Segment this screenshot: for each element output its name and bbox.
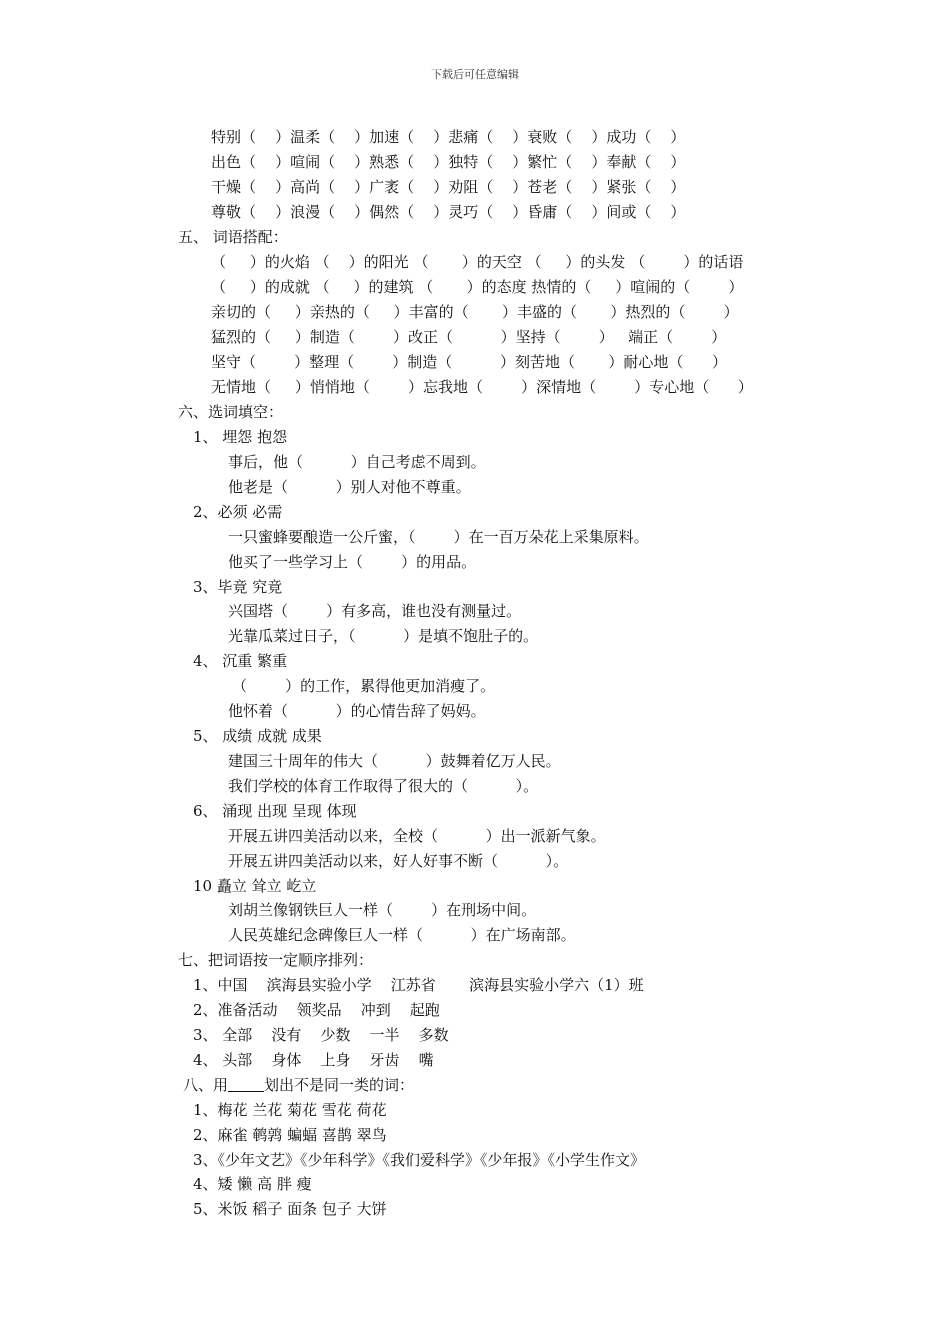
text-line: 兴国塔（ ）有多高，谁也没有测量过。: [228, 602, 522, 620]
text-line: 建国三十周年的伟大（ ）鼓舞着亿万人民。: [228, 752, 561, 770]
text-line: 2、准备活动 领奖品 冲到 起跑: [193, 1001, 440, 1019]
question-title: 2、必须 必需: [193, 503, 283, 521]
text-line: 2、麻雀 鹌鹑 蝙蝠 喜鹊 翠鸟: [193, 1126, 387, 1144]
text-line: （ ）的成就 （ ）的建筑 （ ）的态度 热情的（ ）喧闹的（ ）: [211, 278, 744, 296]
question-title: 6、 涌现 出现 呈现 体现: [193, 802, 357, 820]
text-line: （ ）的火焰 （ ）的阳光 （ ）的天空 （ ）的头发 （ ）的话语: [211, 253, 744, 271]
page-header: 下载后可任意编辑: [431, 68, 519, 81]
text-line: 干燥（ ）高尚（ ）广袤（ ）劝阻（ ）苍老（ ）紧张（ ）: [211, 178, 686, 196]
section-heading: 六、选词填空：: [178, 403, 284, 421]
text-line: 特别（ ）温柔（ ）加速（ ）悲痛（ ）衰败（ ）成功（ ）: [211, 128, 686, 146]
text-line: 4、 头部 身体 上身 牙齿 嘴: [193, 1051, 434, 1069]
text-line: 他怀着（ ）的心情告辞了妈妈。: [228, 702, 486, 720]
text-line: 4、矮 懒 高 胖 瘦: [193, 1175, 312, 1193]
text-line: 亲切的（ ）亲热的（ ）丰富的（ ）丰盛的（ ）热烈的（ ）: [211, 303, 739, 321]
text-line: 坚守（ ）整理（ ）制造（ ）刻苦地（ ）耐心地（ ）: [211, 353, 727, 371]
text-line: 开展五讲四美活动以来，好人好事不断（ ）。: [228, 852, 569, 870]
question-title: 4、 沉重 繁重: [193, 652, 288, 670]
underline-blank: [228, 1077, 264, 1092]
section-heading: 七、把词语按一定顺序排列：: [178, 951, 374, 969]
text-line: 5、米饭 稻子 面条 包子 大饼: [193, 1200, 387, 1218]
text-line: 我们学校的体育工作取得了很大的（ ）。: [228, 777, 539, 795]
question-title: 5、 成绩 成就 成果: [193, 727, 322, 745]
question-title: 1、 埋怨 抱怨: [193, 428, 288, 446]
text-line: 1、中国 滨海县实验小学 江苏省 滨海县实验小学六（1）班: [193, 976, 644, 994]
text-line: 出色（ ）喧闹（ ）熟悉（ ）独特（ ）繁忙（ ）奉献（ ）: [211, 153, 686, 171]
text-line: 1、梅花 兰花 菊花 雪花 荷花: [193, 1101, 387, 1119]
text-line: 人民英雄纪念碑像巨人一样（ ）在广场南部。: [228, 926, 576, 944]
question-title: 10 矗立 耸立 屹立: [193, 877, 317, 895]
section-heading: 五、 词语搭配：: [178, 228, 288, 246]
text-line: 尊敬（ ）浪漫（ ）偶然（ ）灵巧（ ）昏庸（ ）间或（ ）: [211, 203, 686, 221]
question-title: 3、毕竟 究竟: [193, 578, 283, 596]
text-line: 刘胡兰像钢铁巨人一样（ ）在刑场中间。: [228, 901, 537, 919]
text-line: 他老是（ ）别人对他不尊重。: [228, 478, 471, 496]
text-line: 他买了一些学习上（ ）的用品。: [228, 553, 477, 571]
text-line: 3、 全部 没有 少数 一半 多数: [193, 1026, 449, 1044]
text-line: （ ）的工作，累得他更加消瘦了。: [232, 677, 496, 695]
text-line: 开展五讲四美活动以来，全校（ ）出一派新气象。: [228, 827, 606, 845]
heading-suffix: 划出不是同一类的词：: [264, 1076, 415, 1094]
text-line: 事后，他（ ）自己考虑不周到。: [228, 453, 486, 471]
text-line: 猛烈的（ ）制造（ ）改正（ ）坚持（ ） 端正（ ）: [211, 328, 727, 346]
heading-prefix: 八、用: [183, 1076, 229, 1094]
text-line: 3、《少年文艺》《少年科学》《我们爱科学》《少年报》《小学生作文》: [193, 1151, 646, 1169]
text-line: 光靠瓜菜过日子，（ ）是填不饱肚子的。: [228, 627, 539, 645]
text-line: 无情地（ ）悄悄地（ ）忘我地（ ）深情地（ ）专心地（ ）: [211, 378, 753, 396]
text-line: 一只蜜蜂要酿造一公斤蜜，（ ）在一百万朵花上采集原料。: [228, 528, 649, 546]
section-heading: [183, 1075, 414, 1095]
